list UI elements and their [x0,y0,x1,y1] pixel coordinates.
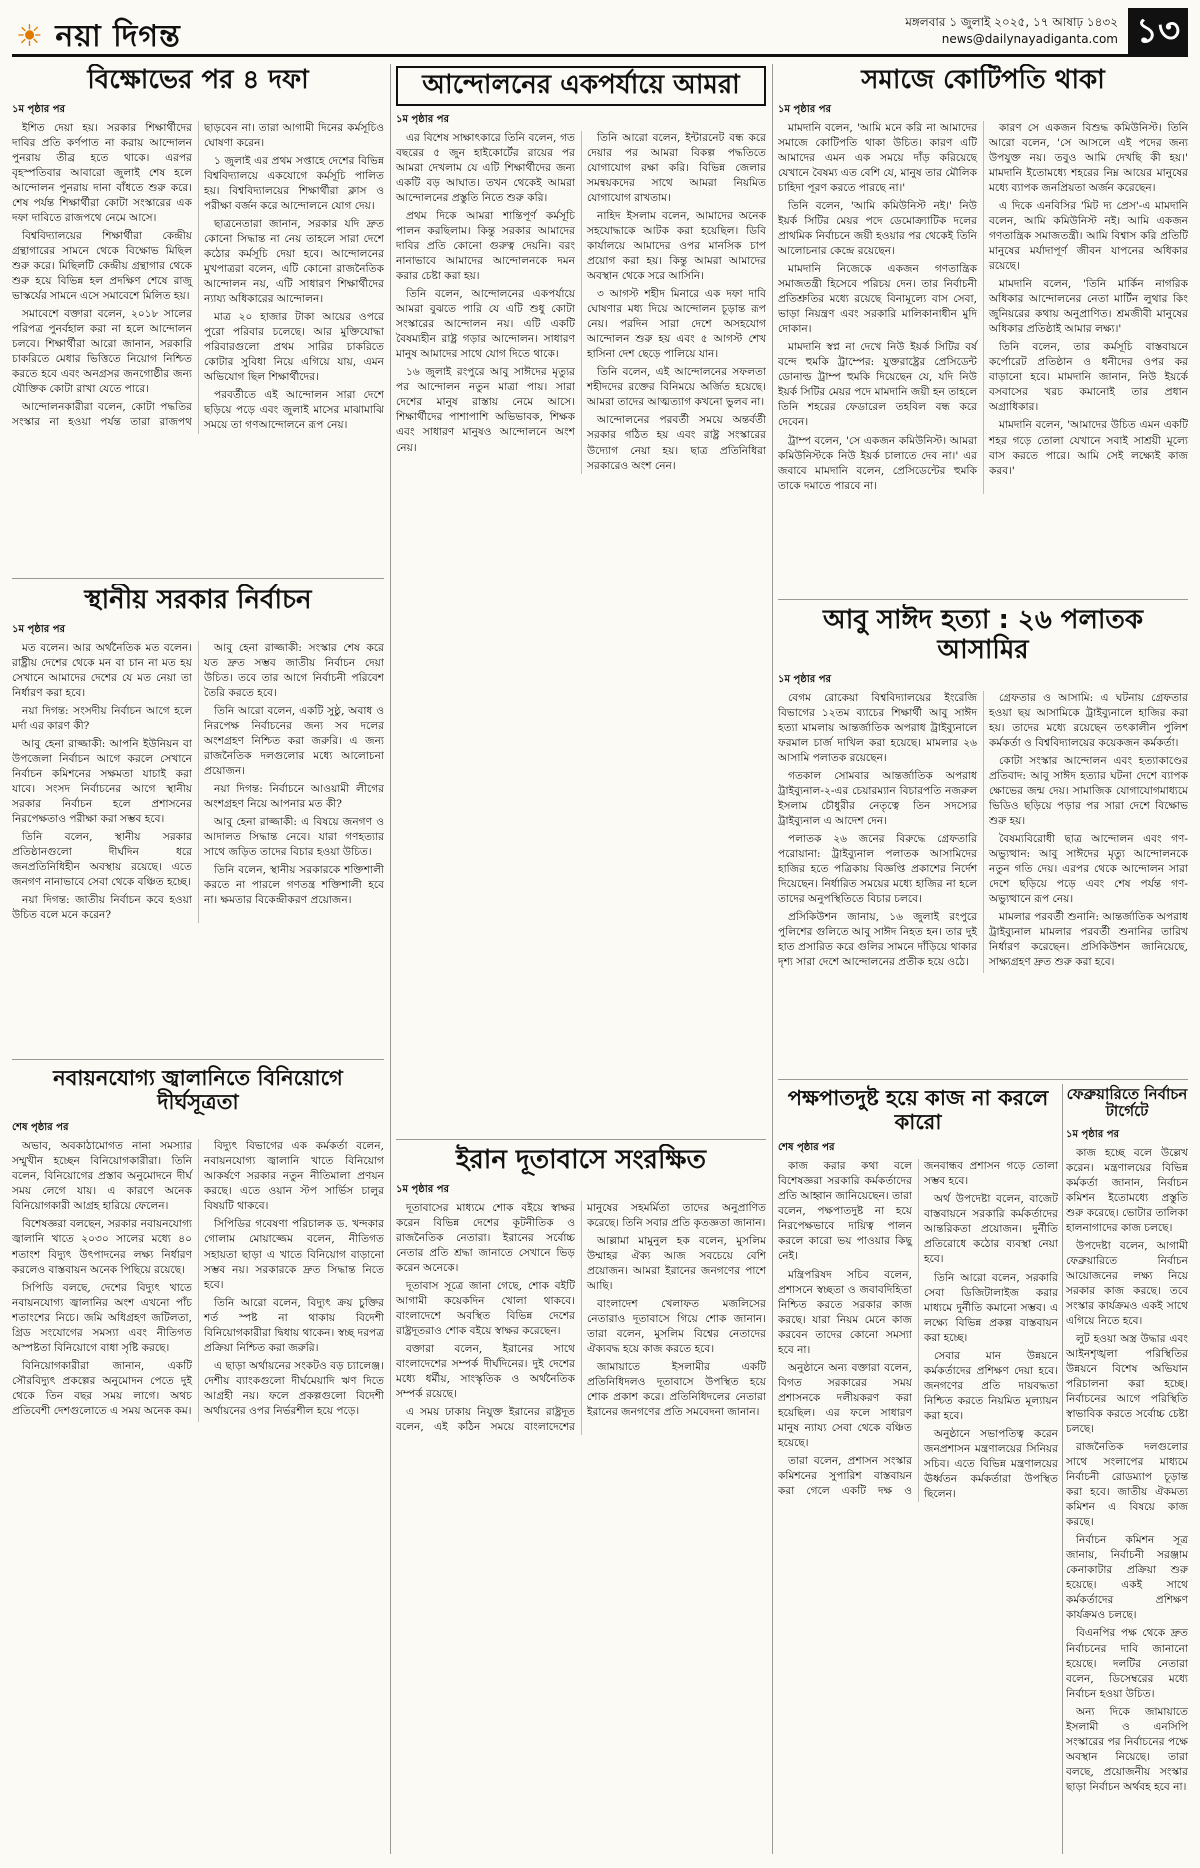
paragraph: তিনি আরো বলেন, ইন্টারনেট বন্ধ করে দেয়ার পর আমরা বিকল্প পদ্ধতিতে যোগাযোগ রক্ষা করি। বিভিন্ন জেলার সমন্বয়কদের সাথে আমরা নিয়মিত যোগাযোগ রাখতাম। [587,131,766,205]
article-kotipoti [778,64,1188,594]
paragraph: ছাত্রনেতারা জানান, সরকার যদি দ্রুত কোনো সিদ্ধান্ত না নেয় তাহলে সারা দেশে কঠোর কর্মসূচি দেয়া হবে। আন্দোলনের মুখপাত্ররা বলেন, এটি কোনো রাজনৈতিক আন্দোলন নয়, এটি সাধারণ শিক্ষার্থীদের ন্যায্য অধিকারের আন্দোলন। [204,218,384,306]
paragraph: বিশেষজ্ঞরা বলছেন, সরকার নবায়নযোগ্য জ্বালানি খাতে ২০৩০ সালের মধ্যে ৪০ শতাংশ বিদ্যুৎ উৎপাদনের লক্ষ্য নির্ধারণ করলেও বাস্তবায়ন অনেক পিছিয়ে রয়েছে। [12,1218,192,1276]
paragraph: বেগম রোকেয়া বিশ্ববিদ্যালয়ের ইংরেজি বিভাগের ১২তম ব্যাচের শিক্ষার্থী আবু সাঈদ হত্যা মামলায় আন্তর্জাতিক অপরাধ ট্রাইব্যুনালে ফরমাল চার্জ দাখিল করা হয়েছে। মামলার ২৬ আসামি পলাতক রয়েছেন। [778,691,977,764]
paragraph: কাজ হচ্ছে বলে উল্লেখ করেন। মন্ত্রণালয়ের বিভিন্ন কর্মকর্তা জানান, নির্বাচন কমিশন ইতোমধ্যে প্রস্তুতি শুরু করেছে। ভোটার তালিকা হালনাগাদের কাজ চলছে। [1066,1146,1188,1234]
paragraph: মাত্র ২০ হাজার টাকা আয়ের ওপরে পুরো পরিবার চলেছে। আর মুক্তিযোদ্ধা পরিবারগুলো প্রথম সারির চাকরিতে কোটার সুবিধা নিয়ে এগিয়ে যায়, এমন অভিযোগ ছিল শিক্ষার্থীদের। [204,311,384,384]
kicker: ১ম পৃষ্ঠার পর [12,103,65,115]
paragraph: বৈষম্যবিরোধী ছাত্র আন্দোলন এবং গণ-অভ্যুত্থান: আবু সাঈদের মৃত্যু আন্দোলনকে নতুন গতি দেয়। এরপর থেকে আন্দোলন সারা দেশে ছড়িয়ে পড়ে এবং শেষ পর্যন্ত গণ-অভ্যুত্থানে রূপ নেয়। [989,833,1188,906]
paragraph: আন্দোলনের পরবর্তী সময়ে অন্তর্বর্তী সরকার গঠিত হয় এবং রাষ্ট্র সংস্কারের উদ্যোগ নেয়া হয়। ছাত্র প্রতিনিধিরা সরকারেও অংশ নেন। [587,414,766,472]
newspaper-logo: ☀ নয়া দিগন্ত [16,19,181,54]
kicker: ১ম পৃষ্ঠার পর [12,623,65,635]
paragraph: প্রথম দিকে আমরা শান্তিপূর্ণ কর্মসূচি পালন করছিলাম। কিন্তু সরকার আমাদের দাবির প্রতি কোনো গুরুত্ব দেয়নি। বরং নানাভাবে আমাদের আন্দোলনকে দমন করার চেষ্টা করা হয়। [396,210,575,283]
paragraph: তিনি আরো বলেন, বিদ্যুৎ ক্রয় চুক্তির শর্ত স্পষ্ট না থাকায় বিদেশী বিনিয়োগকারীরা দ্বিধায় থাকেন। স্বচ্ছ দরপত্র প্রক্রিয়া নিশ্চিত করা জরুরি। [204,1296,384,1354]
paragraph: মামদানি নিজেকে একজন গণতান্ত্রিক সমাজতন্ত্রী হিসেবে পরিচয় দেন। তার নির্বাচনী প্রতিশ্রুতির মধ্যে রয়েছে বিনামূল্যে বাস সেবা, ভাড়া নিয়ন্ত্রণ এবং সরকারি মালিকানাধীন মুদি দোকান। [778,263,977,336]
paragraph: মামদানি বলেন, 'তিনি মার্কিন নাগরিক অধিকার আন্দোলনের নেতা মার্টিন লুথার কিং জুনিয়রের কথায় অনুপ্রাণিত। শ্রমজীবী মানুষের অধিকার প্রতিষ্ঠাই আমার লক্ষ্য।' [989,278,1188,336]
headline: বিক্ষোভের পর ৪ দফা [87,65,309,95]
paragraph: মন্ত্রিপরিষদ সচিব বলেন, প্রশাসনে স্বচ্ছতা ও জবাবদিহিতা নিশ্চিত করতে সরকার কাজ করছে। যারা নিয়ম মেনে কাজ করবেন তাদের কোনো সমস্যা হবে না। [778,1268,912,1356]
paragraph: আন্দোলনকারীরা বলেন, কোটা পদ্ধতির সংস্কার না হওয়া পর্যন্ত তারা রাজপথ ছাড়বেন না। তারা আগামী দিনের কর্মসূচিও ঘোষণা করেন। [12,121,384,429]
section-rule [778,1079,1188,1080]
article-pokkhopat [778,1084,1058,1854]
headline: ইরান দূতাবাসে সংরক্ষিত [455,1145,706,1175]
paragraph: মত বলেন। আর অর্থনৈতিক মত বলেন। রাষ্ট্রীয় দেশের থেকে মন বা চান না মত হয় সেখানে আমাদের দেশের যে মত নেয়া তা নির্ধারণ করা হবে। [12,641,192,699]
paragraph: কারণ সে একজন বিশুদ্ধ কমিউনিস্ট। তিনি আরো বলেন, 'সে আসলে এই পদের জন্য উপযুক্ত নয়। তবুও আমি দেখছি কী হয়।' মামদানি ইতোমধ্যে শহরের নিম্ন আয়ের মানুষের মধ্যে ব্যাপক জনপ্রিয়তা অর্জন করেছেন। [989,121,1188,195]
kicker: ১ম পৃষ্ঠার পর [396,1183,449,1195]
paragraph: এ দিকে এনবিসির 'মিট দ্য প্রেস'-এ মামদানি বলেন, আমি কমিউনিস্ট নই। আমি একজন গণতান্ত্রিক সমাজতন্ত্রী। আমি বিশ্বাস করি প্রতিটি মানুষের মর্যাদাপূর্ণ জীবন যাপনের অধিকার রয়েছে। [989,200,1188,273]
article-abu-sayed [778,604,1188,1074]
paragraph: মামদানি বলেন, 'আমি মনে করি না আমাদের সমাজে কোটিপতি থাকা উচিত। কারণ এটি আমাদের এমন এক সময়ে দাঁড় করিয়েছে যেখানে বৈষম্য এত বেশি যে, মানুষ তার মৌলিক চাহিদা পূরণ করতে পারছে না।' [778,121,977,195]
paragraph: তিনি বলেন, এই আন্দোলনের সফলতা শহীদদের রক্তের বিনিময়ে অর্জিত হয়েছে। আমরা তাদের আত্মত্যাগ কখনো ভুলব না। [587,366,766,409]
page-number: ১৩ [1128,8,1188,54]
kicker: ১ম পৃষ্ঠার পর [778,103,831,115]
paragraph: গ্রেফতার ও আসামি: এ ঘটনায় গ্রেফতার হওয়া ছয় আসামিকে ট্রাইব্যুনালে হাজির করা হয়। তাদের মধ্যে রয়েছেন তৎকালীন পুলিশ কর্মকর্তা ও বিশ্ববিদ্যালয়ের কয়েকজন কর্মকর্তা। [989,691,1188,749]
paragraph: বিশ্ববিদ্যালয়ের শিক্ষার্থীরা কেন্দ্রীয় গ্রন্থাগারের সামনে থেকে বিক্ষোভ মিছিল শুরু করে। মিছিলটি কেন্দ্রীয় গ্রন্থাগার থেকে শুরু হয়ে বিভিন্ন হল প্রদক্ষিণ শেষে রাজু ভাস্কর্যের সামনে এসে সমাবেশে মিলিত হয়। [12,230,192,303]
paragraph: অর্থ উপদেষ্টা বলেন, বাজেট বাস্তবায়নে সরকারি কর্মকর্তাদের আন্তরিকতা প্রয়োজন। দুর্নীতি প্রতিরোধে কঠোর ব্যবস্থা নেয়া হবে। [924,1193,1058,1266]
paragraph: নয়া দিগন্ত: জাতীয় নির্বাচন কবে হওয়া উচিত বলে মনে করেন? [12,894,192,922]
kicker: ১ম পৃষ্ঠার পর [778,673,831,685]
article-grid [12,64,1188,1858]
paragraph: কাজ করার কথা বলে বিশেষজ্ঞরা সরকারি কর্মকর্তাদের প্রতি আহ্বান জানিয়েছেন। তারা বলেন, পক্ষপাতদুষ্ট না হয়ে নিরপেক্ষভাবে দায়িত্ব পালন করলে কারো ভয় পাওয়ার কিছু নেই। [778,1160,912,1263]
paragraph: নির্বাচন কমিশন সূত্র জানায়, নির্বাচনী সরঞ্জাম কেনাকাটার প্রক্রিয়া শুরু হয়েছে। একই সাথে কর্মকর্তাদের প্রশিক্ষণ কার্যক্রমও চলছে। [1066,1534,1188,1622]
article-body [12,1139,384,1422]
paragraph: মামলার পরবর্তী শুনানি: আন্তর্জাতিক অপরাধ ট্রাইব্যুনাল মামলার পরবর্তী শুনানির তারিখ নির্ধারণ করেছেন। প্রসিকিউশন জানিয়েছে, সাক্ষ্যগ্রহণ দ্রুত শুরু করা হবে। [989,911,1188,969]
paragraph: বাংলাদেশ খেলাফত মজলিসের নেতারাও দূতাবাসে গিয়ে শোক জানান। তারা বলেন, মুসলিম বিশ্বের নেতাদের ঐক্যবদ্ধ হয়ে কাজ করতে হবে। [587,1298,766,1356]
article-bikkhov [12,64,384,574]
paragraph: সমাবেশে বক্তারা বলেন, ২০১৮ সালের পরিপত্র পুনর্বহাল করা না হলে আন্দোলন চলবে। শিক্ষার্থীরা আরো জানান, সরকারি চাকরিতে মেধার ভিত্তিতে নিয়োগ নিশ্চিত করতে হবে এবং অনগ্রসর জনগোষ্ঠীর জন্য যৌক্তিক কোটা রাখা যেতে পারে। [12,308,192,396]
paragraph: দূতাবাসের মাধ্যমে শোক বইয়ে স্বাক্ষর করেন বিভিন্ন দেশের কূটনীতিক ও রাজনৈতিক নেতারা। ইরানের সর্বোচ্চ নেতার প্রতি শ্রদ্ধা জানাতে সেখানে ভিড় করেন অনেকে। [396,1201,575,1275]
paragraph: এ ছাড়া অর্থায়নের সংকটও বড় চ্যালেঞ্জ। দেশীয় ব্যাংকগুলো দীর্ঘমেয়াদি ঋণ দিতে আগ্রহী নয়। ফলে প্রকল্পগুলো বিদেশী অর্থায়নের ওপর নির্ভরশীল হয়ে পড়ে। [204,1359,384,1417]
paragraph: অন্য দিকে জামায়াতে ইসলামী ও এনসিপি সংস্কারের পর নির্বাচনের পক্ষে অবস্থান নিয়েছে। তারা বলছে, প্রয়োজনীয় সংস্কার ছাড়া নির্বাচন অর্থবহ হবে না। [1066,1705,1188,1793]
issue-date: মঙ্গলবার ১ জুলাই ২০২৫, ১৭ আষাঢ় ১৪৩২ [905,15,1118,29]
paragraph: ১ জুলাই এর প্রথম সপ্তাহে দেশের বিভিন্ন বিশ্ববিদ্যালয়ে একযোগে কর্মসূচি পালিত হয়। বিশ্ববিদ্যালয়ের শিক্ষার্থীরা ক্লাস ও পরীক্ষা বর্জন করে আন্দোলনে যোগ দেয়। [204,154,384,213]
paragraph: তিনি বলেন, আন্দোলনের একপর্যায়ে আমরা বুঝতে পারি যে এটি শুধু কোটা সংস্কারের আন্দোলন নয়। এটি একটি বৈষম্যহীন রাষ্ট্র গড়ার আন্দোলন। সাধারণ মানুষ আমাদের সাথে যোগ দিতে থাকে। [396,288,575,361]
article-february [1066,1084,1188,1854]
masthead [12,10,1188,57]
paragraph: উপদেষ্টা বলেন, আগামী ফেব্রুয়ারিতে নির্বাচন আয়োজনের লক্ষ্য নিয়ে সরকার কাজ করছে। তবে সংস্কার কার্যক্রমও একই সাথে এগিয়ে নিতে হবে। [1066,1239,1188,1327]
article-body [396,131,766,474]
paragraph: মামদানি বলেন, 'আমাদের উচিত এমন একটি শহর গড়ে তোলা যেখানে সবাই সাশ্রয়ী মূল্যে বাস করতে পারে। আমি সেই লক্ষ্যেই কাজ করব।' [989,419,1188,477]
paragraph: সেবার মান উন্নয়নে কর্মকর্তাদের প্রশিক্ষণ দেয়া হবে। জনগণের প্রতি দায়বদ্ধতা নিশ্চিত করতে নিয়মিত মূল্যায়ন করা হবে। [924,1349,1058,1422]
paragraph: সিপিডির গবেষণা পরিচালক ড. খন্দকার গোলাম মোয়াজ্জেম বলেন, নীতিগত সহায়তা ছাড়া এ খাতে বিনিয়োগ বাড়ানো সম্ভব নয়। সরকারকে দ্রুত সিদ্ধান্ত নিতে হবে। [204,1218,384,1291]
paragraph: আল্লামা মামুনুল হক বলেন, মুসলিম উম্মাহর ঐক্য আজ সবচেয়ে বেশি প্রয়োজন। আমরা ইরানের জনগণের পাশে আছি। [587,1234,766,1293]
paragraph: পলাতক ২৬ জনের বিরুদ্ধে গ্রেফতারি পরোয়ানা: ট্রাইব্যুনাল পলাতক আসামিদের হাজির হতে পত্রিকায় বিজ্ঞপ্তি প্রকাশের নির্দেশ দিয়েছেন। নির্ধারিত সময়ের মধ্যে হাজির না হলে তাদের অনুপস্থিতিতে বিচার চলবে। [778,833,977,906]
contact-email: news@dailynayadiganta.com [941,32,1118,46]
article-andolon [396,64,766,1134]
article-sthaniyo [12,584,384,1054]
paragraph: তিনি বলেন, 'আমি কমিউনিস্ট নই।' নিউ ইয়র্ক সিটির মেয়র পদে ডেমোক্র্যাটিক দলের প্রাথমিক নির্বাচনে জয়ী হওয়ার পর থেকেই তিনি আলোচনার কেন্দ্রে রয়েছেন। [778,200,977,258]
paragraph: তিনি বলেন, তার কর্মসূচি বাস্তবায়নে কর্পোরেট প্রতিষ্ঠান ও ধনীদের ওপর কর বাড়ানো হবে। মামদানি জানান, নিউ ইয়র্কে বসবাসের খরচ কমানোই তার প্রধান অগ্রাধিকার। [989,341,1188,414]
article-body [778,691,1188,974]
paragraph: লুট হওয়া অস্ত্র উদ্ধার এবং আইনশৃঙ্খলা পরিস্থিতির উন্নয়নে বিশেষ অভিযান পরিচালনা করা হচ্ছে। নির্বাচনের আগে পরিস্থিতি স্বাভাবিক করতে সর্বোচ্চ চেষ্টা চলছে। [1066,1332,1188,1436]
headline: নবায়নযোগ্য জ্বালানিতে বিনিয়োগে দীর্ঘসূত্রতা [53,1066,343,1115]
kicker: ১ম পৃষ্ঠার পর [1066,1128,1119,1140]
paragraph: আবু হেনা রাজ্জাকী: এ বিষয়ে জনগণ ও আদালত সিদ্ধান্ত নেবে। যারা গণহত্যার সাথে জড়িত তাদের বিচার হওয়া উচিত। [204,816,384,859]
paragraph: ইশিত দেয়া হয়। সরকার শিক্ষার্থীদের দাবির প্রতি কর্ণপাত না করায় আন্দোলন পুনরায় তীব্র হতে থাকে। এরপর বৃহস্পতিবার আবারো জুলাই শেষ হলে আন্দোলন পুনরায় দানা বাঁধতে শুরু করে। শেষ পর্যন্ত শিক্ষার্থীরা কোটা সংস্কারের এক দফা দাবিতে রাজপথে নেমে আসে। [12,121,192,225]
headline: আন্দোলনের একপর্যায়ে আমরা [396,66,766,106]
paragraph: গতকাল সোমবার আন্তর্জাতিক অপরাধ ট্রাইব্যুনাল-২-এর চেয়ারম্যান বিচারপতি নজরুল ইসলাম চৌধুরীর নেতৃত্বে তিন সদস্যের ট্রাইব্যুনাল এ আদেশ দেন। [778,769,977,828]
paragraph: আবু হেনা রাজ্জাকী: আপনি ইউনিয়ন বা উপজেলা নির্বাচন আগে করলে সেখানে নির্বাচন কমিশনের সক্ষমতা যাচাই করা যাবে। সংসদ নির্বাচনের আগে স্থানীয় সরকার নির্বাচন হলে প্রশাসনের নিরপেক্ষতাও পরীক্ষা করা সম্ভব হবে। [12,738,192,826]
paragraph: তিনি আরো বলেন, একটি সুষ্ঠু, অবাধ ও নিরপেক্ষ নির্বাচনের জন্য সব দলের অংশগ্রহণ নিশ্চিত করা জরুরি। এ জন্য রাজনৈতিক দলগুলোর মধ্যে আলোচনা প্রয়োজন। [204,705,384,778]
paragraph: বিদ্যুৎ বিভাগের এক কর্মকর্তা বলেন, নবায়নযোগ্য জ্বালানি খাতে বিনিয়োগ আকর্ষণে সরকার নতুন নীতিমালা প্রণয়ন করছে। এতে ওয়ান স্টপ সার্ভিস চালুর বিষয়টি থাকবে। [204,1140,384,1213]
paragraph: অনুষ্ঠানে সভাপতিত্ব করেন জনপ্রশাসন মন্ত্রণালয়ের সিনিয়র সচিব। এতে বিভিন্ন মন্ত্রণালয়ের ঊর্ধ্বতন কর্মকর্তারা উপস্থিত ছিলেন। [924,1427,1058,1500]
section-rule [396,1139,766,1140]
paragraph: বিনিয়োগকারীরা জানান, একটি সৌরবিদ্যুৎ প্রকল্পের অনুমোদন পেতে দুই থেকে তিন বছর সময় লাগে। অথচ প্রতিবেশী দেশগুলোতে এ সময় অনেক কম। [12,1359,192,1417]
headline: সমাজে কোটিপতি থাকা [861,65,1105,95]
paragraph: নয়া দিগন্ত: নির্বাচনে আওয়ামী লীগের অংশগ্রহণ নিয়ে আপনার মত কী? [204,783,384,811]
headline: স্থানীয় সরকার নির্বাচন [84,585,312,615]
article-nobayonjogo [12,1064,384,1854]
paragraph: তারা বলেন, প্রশাসন সংস্কার কমিশনের সুপারিশ বাস্তবায়ন করা গেলে একটি দক্ষ ও জনবান্ধব প্রশাসন গড়ে তোলা সম্ভব হবে। [778,1160,1058,1497]
paragraph: এ সময় ঢাকায় নিযুক্ত ইরানের রাষ্ট্রদূত বলেন, এই কঠিন সময়ে বাংলাদেশের মানুষের সহমর্মিতা তাদের অনুপ্রাণিত করেছে। তিনি সবার প্রতি কৃতজ্ঞতা জানান। [396,1201,766,1434]
paragraph: ১৬ জুলাই রংপুরে আবু সাঈদের মৃত্যুর পর আন্দোলন নতুন মাত্রা পায়। সারা দেশের মানুষ রাস্তায় নেমে আসে। শিক্ষার্থীদের পাশাপাশি অভিভাবক, শিক্ষক এবং সাধারণ মানুষও আন্দোলনে অংশ নেয়। [396,366,575,454]
paragraph: নাহিদ ইসলাম বলেন, আমাদের অনেক সহযোদ্ধাকে আটক করা হয়েছিল। ডিবি কার্যালয়ে আমাদের ওপর মানসিক চাপ প্রয়োগ করা হয়। কিন্তু আমরা আমাদের অবস্থান থেকে সরে আসিনি। [587,210,766,283]
paragraph: তিনি বলেন, স্থানীয় সরকারকে শক্তিশালী করতে না পারলে গণতন্ত্র শক্তিশালী হবে না। ক্ষমতার বিকেন্দ্রীকরণ প্রয়োজন। [204,864,384,907]
headline: আবু সাঈদ হত্যা : ২৬ পলাতক আসামির [822,605,1144,665]
article-iran [396,1144,766,1854]
paragraph: অভাব, অবকাঠামোগত নানা সমস্যার সম্মুখীন হচ্ছেন বিনিয়োগকারীরা। তিনি বলেন, বিনিয়োগের প্রস্তাব অনুমোদনে দীর্ঘ সময় লেগে যায়। এ কারণে অনেক বিনিয়োগকারী আগ্রহ হারিয়ে ফেলেন। [12,1140,192,1213]
section-rule [12,1059,384,1060]
column-rule [390,64,391,1854]
paragraph: ট্রাম্প বলেন, 'সে একজন কমিউনিস্ট। আমরা কমিউনিস্টকে নিউ ইয়র্ক চালাতে দেব না।' এর জবাবে মামদানি বলেন, প্রেসিডেন্টের হুমকি তাকে দমাতে পারবে না। [778,434,977,492]
paragraph: কোটা সংস্কার আন্দোলন এবং হত্যাকাণ্ডের প্রতিবাদ: আবু সাঈদ হত্যার ঘটনা দেশে ব্যাপক ক্ষোভের জন্ম দেয়। সামাজিক যোগাযোগমাধ্যমে ভিডিও ছড়িয়ে পড়ার পর সারা দেশে বিক্ষোভ শুরু হয়। [989,754,1188,828]
paragraph: ৩ আগস্ট শহীদ মিনারে এক দফা দাবি ঘোষণার মধ্য দিয়ে আন্দোলন চূড়ান্ত রূপ নেয়। পরদিন সারা দেশে অসহযোগ আন্দোলন শুরু হয় এবং ৫ আগস্ট শেখ হাসিনা দেশ ছেড়ে পালিয়ে যান। [587,288,766,361]
article-body [12,641,384,924]
paragraph: তিনি আরো বলেন, সরকারি সেবা ডিজিটালাইজ করার মাধ্যমে দুর্নীতি কমানো সম্ভব। এ লক্ষ্যে বিভিন্ন প্রকল্প বাস্তবায়ন করা হচ্ছে। [924,1271,1058,1344]
paragraph: এর বিশেষ সাক্ষাৎকারে তিনি বলেন, গত বছরের ৫ জুন হাইকোর্টের রায়ের পর আমরা দেখলাম যে এটি শিক্ষার্থীদের জন্য একটি বড় আঘাত। তখন থেকেই আমরা আন্দোলনের প্রস্তুতি নিতে শুরু করি। [396,131,575,205]
column-rule [1062,1084,1063,1854]
paragraph: দূতাবাস সূত্রে জানা গেছে, শোক বইটি আগামী কয়েকদিন খোলা থাকবে। বাংলাদেশে অবস্থিত বিভিন্ন দেশের রাষ্ট্রদূতরাও শোক বইয়ে স্বাক্ষর করেছেন। [396,1280,575,1338]
kicker: ১ম পৃষ্ঠার পর [396,113,449,125]
paragraph: জামায়াতে ইসলামীর একটি প্রতিনিধিদলও দূতাবাসে উপস্থিত হয়ে শোক প্রকাশ করে। প্রতিনিধিদলের নেতারা ইরানের জনগণের প্রতি সমবেদনা জানান। [587,1361,766,1419]
section-rule [12,578,384,579]
column-rule [772,64,773,1854]
paragraph: বক্তারা বলেন, ইরানের সাথে বাংলাদেশের সম্পর্ক দীর্ঘদিনের। দুই দেশের মধ্যে ধর্মীয়, সাংস্কৃতিক ও অর্থনৈতিক সম্পর্ক রয়েছে। [396,1343,575,1401]
headline: ফেব্রুয়ারিতে নির্বাচন টার্গেটে [1066,1085,1188,1121]
paragraph: প্রসিকিউশন জানায়, ১৬ জুলাই রংপুরে পুলিশের গুলিতে আবু সাঈদ নিহত হন। তার দুই হাত প্রসারিত করে গুলির সামনে দাঁড়িয়ে থাকার দৃশ্য সারা দেশে আন্দোলনের প্রতীক হয়ে ওঠে। [778,911,977,969]
headline: পক্ষপাতদুষ্ট হয়ে কাজ না করলে কারো [787,1086,1049,1135]
kicker: শেষ পৃষ্ঠার পর [778,1142,835,1154]
article-body [396,1201,766,1435]
article-body [12,121,384,434]
article-body [778,121,1188,494]
paragraph: তিনি বলেন, স্থানীয় সরকার প্রতিষ্ঠানগুলো দীর্ঘদিন ধরে জনপ্রতিনিধিহীন অবস্থায় রয়েছে। এতে জনগণ নানাভাবে সেবা থেকে বঞ্চিত হচ্ছে। [12,831,192,889]
article-body [778,1159,1058,1502]
kicker: শেষ পৃষ্ঠার পর [12,1122,69,1134]
paragraph: মামদানি স্বপ্ন না দেখে নিউ ইয়র্ক সিটির বর্ষ বন্দে হুমকি ট্রাম্পের: যুক্তরাষ্ট্রের প্রেসিডেন্ট ডোনাল্ড ট্রাম্প হুমকি দিয়েছেন যে, যদি নিউ ইয়র্ক সিটির মেয়র পদে মামদানি জয়ী হন তাহলে তিনি শহরের ফেডারেল তহবিল বন্ধ করে দেবেন। [778,341,977,429]
paragraph: নয়া দিগন্ত: সংসদীয় নির্বাচন আগে হলে মর্দা এর কারণ কী? [12,705,192,733]
article-body [1066,1146,1188,1798]
paragraph: বিএনপির পক্ষ থেকে দ্রুত নির্বাচনের দাবি জানানো হয়েছে। দলটির নেতারা বলেন, ডিসেম্বরের মধ্যে নির্বাচন হওয়া উচিত। [1066,1627,1188,1700]
section-rule [778,599,1188,600]
paragraph: সিপিডি বলছে, দেশের বিদ্যুৎ খাতে নবায়নযোগ্য জ্বালানির অংশ এখনো পাঁচ শতাংশের নিচে। জমি অধিগ্রহণ জটিলতা, গ্রিড সংযোগের সমস্যা এবং নীতিগত অস্পষ্টতা বিনিয়োগে বাধা সৃষ্টি করছে। [12,1281,192,1354]
paragraph: পরবর্তীতে এই আন্দোলন সারা দেশে ছড়িয়ে পড়ে এবং জুলাই মাসের মাঝামাঝি সময়ে তা গণআন্দোলনে রূপ নেয়। [204,389,384,432]
paragraph: রাজনৈতিক দলগুলোর সাথে সংলাপের মাধ্যমে নির্বাচনী রোডম্যাপ চূড়ান্ত করা হবে। জাতীয় ঐকমত্য কমিশন এ বিষয়ে কাজ করছে। [1066,1441,1188,1529]
paragraph: আবু হেনা রাজ্জাকী: সংস্কার শেষ করে যত দ্রুত সম্ভব জাতীয় নির্বাচন দেয়া উচিত। তবে তার আগে নির্বাচনী পরিবেশ তৈরি করতে হবে। [204,641,384,699]
paragraph: অনুষ্ঠানে অন্য বক্তারা বলেন, বিগত সরকারের সময় প্রশাসনকে দলীয়করণ করা হয়েছিল। এর ফলে সাধারণ মানুষ ন্যায্য সেবা থেকে বঞ্চিত হয়েছে। [778,1361,912,1449]
